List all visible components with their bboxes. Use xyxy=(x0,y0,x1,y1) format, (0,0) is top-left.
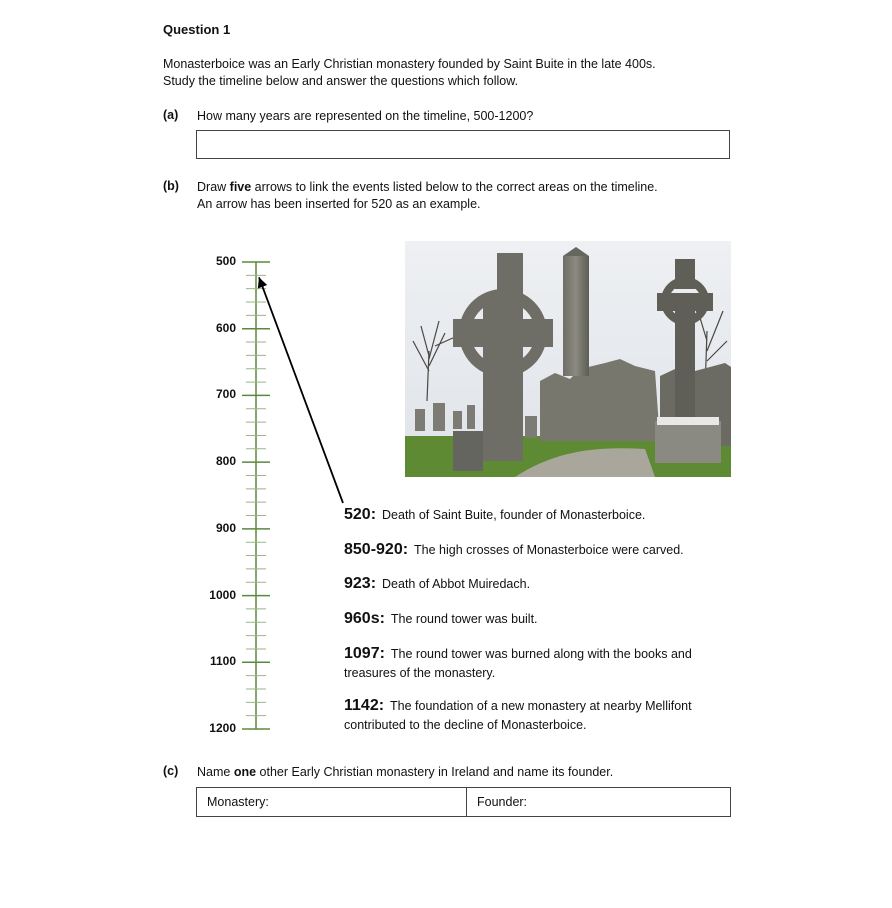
part-c-text xyxy=(197,764,613,781)
part-a-label: (a) xyxy=(163,108,179,122)
timeline-label: 1000 xyxy=(209,587,236,602)
monasterboice-photo xyxy=(405,241,731,477)
founder-field[interactable] xyxy=(467,788,730,816)
part-c-text-post: other Early Christian monastery in Ireland and name its founder. xyxy=(256,765,614,779)
event-year: 1142: xyxy=(344,697,385,714)
event-year: 923: xyxy=(344,575,377,592)
intro-line-1: Monasterboice was an Early Christian monastery founded by Saint Buite in the late 400s. xyxy=(163,57,656,71)
part-b-text-pre: Draw xyxy=(197,180,230,194)
event-item xyxy=(344,540,734,560)
part-c-text-pre: Name xyxy=(197,765,234,779)
event-item xyxy=(344,644,734,683)
part-b-text-post: arrows to link the events listed below to the correct areas on the timeline. xyxy=(251,180,658,194)
part-c-answer-table xyxy=(196,787,731,817)
event-text-line-2: contributed to the decline of Monasterboice. xyxy=(344,718,587,732)
timeline-label: 1200 xyxy=(209,721,236,735)
part-b-label: (b) xyxy=(163,179,179,193)
event-year: 520: xyxy=(344,506,377,523)
event-text: The round tower was built. xyxy=(390,612,538,626)
event-item xyxy=(344,696,734,735)
timeline-label: 1100 xyxy=(209,654,236,669)
event-item xyxy=(344,505,734,525)
part-c-label: (c) xyxy=(163,764,179,778)
event-text: Death of Abbot Muiredach. xyxy=(382,577,531,591)
timeline-label: 700 xyxy=(215,387,236,402)
example-arrow-line xyxy=(259,277,343,503)
event-year: 1097: xyxy=(344,645,385,662)
event-year: 850-920: xyxy=(344,541,409,558)
question-title: Question 1 xyxy=(163,22,231,37)
part-a-text: How many years are represented on the timeline, 500-1200? xyxy=(197,109,534,123)
event-item xyxy=(344,574,734,594)
part-c-text-bold: one xyxy=(233,765,257,779)
part-b-line-2: An arrow has been inserted for 520 as an example. xyxy=(197,197,481,211)
event-text-line-2: treasures of the monastery. xyxy=(344,666,496,680)
timeline-label: 800 xyxy=(215,454,236,469)
part-b-text-bold: five xyxy=(229,180,252,194)
monastery-label: Monastery: xyxy=(207,795,269,809)
event-text: The high crosses of Monasterboice were carved. xyxy=(414,543,684,557)
timeline-label: 900 xyxy=(215,520,236,535)
timeline-label: 600 xyxy=(215,320,236,335)
event-year: 960s: xyxy=(344,610,385,627)
event-text: The round tower was burned along with the books and xyxy=(390,647,692,661)
event-text: The foundation of a new monastery at nearby Mellifont xyxy=(390,699,692,713)
intro-line-2: Study the timeline below and answer the questions which follow. xyxy=(163,74,519,88)
timeline-label: 500 xyxy=(215,254,236,268)
monastery-field[interactable] xyxy=(197,788,467,816)
founder-label: Founder: xyxy=(477,795,528,809)
event-text: Death of Saint Buite, founder of Monasterboice. xyxy=(382,508,646,522)
event-item xyxy=(344,609,734,629)
